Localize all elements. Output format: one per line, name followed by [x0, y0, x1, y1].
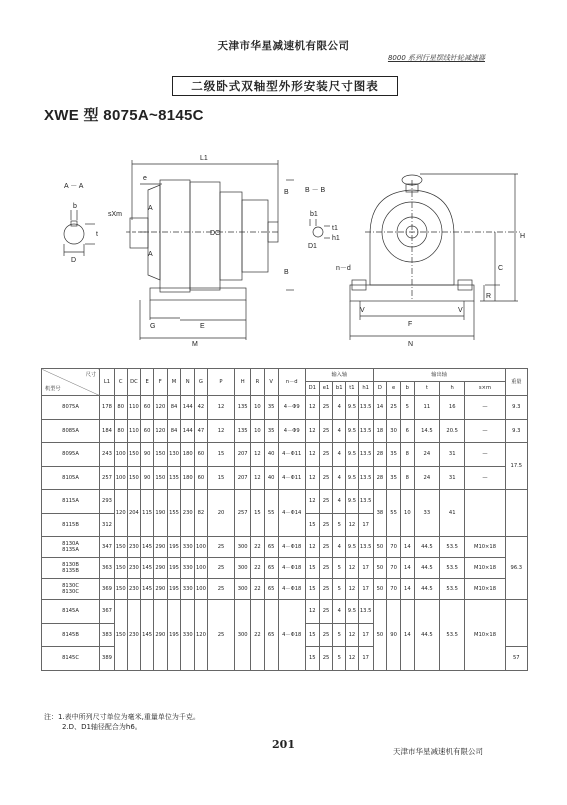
table-row: 8145A 367 150 230 145 290 195 330 120 25 300 22 65 4－Φ18 12 25 4 9.5 13.5 50 90 14 44.5 53.5 M10×18 [42, 600, 528, 624]
note-shaft-fit: 2.D、D1轴径配合为h6。 [62, 723, 142, 731]
label-a-bottom: A [148, 251, 153, 258]
label-t: t [96, 231, 98, 238]
input-shaft-header: 输入轴 [305, 369, 373, 382]
table-row: 8145B 383 15 25 5 12 17 [42, 623, 528, 647]
label-b-arrow: B [284, 189, 289, 196]
label-a-top: A [148, 205, 153, 212]
page-number: 201 [272, 738, 295, 751]
weight-header: 重量 [505, 369, 527, 396]
label-e: e [143, 175, 147, 182]
label-h: H [520, 233, 526, 240]
label-m: M [192, 341, 198, 348]
output-shaft-header: 输出轴 [373, 369, 505, 382]
table-row: 8095A 243 100 150 90 150 130 180 60 15 207 12 40 4－Φ11 12 25 4 9.5 13.5 28 35 8 24 31 — 17.5 [42, 443, 528, 467]
label-l1: L1 [200, 155, 208, 162]
label-d1: D1 [308, 243, 317, 250]
table-row: 8130B 8135B 363 150 230 145 290 195 330 100 25 300 22 65 4－Φ18 15 25 5 12 17 50 70 14 44.5 53.5 M10×18 [42, 558, 528, 579]
table-row: 8075A 178 80 110 60 120 84 144 42 12 135 10 35 4－Φ9 12 25 4 9.5 13.5 14 25 5 11 16 — 9.3 [42, 396, 528, 420]
header-company: 天津市华星减速机有限公司 [217, 40, 350, 52]
table-row: 8130A 8135A 347 150 230 145 290 195 330 100 25 300 22 65 4－Φ18 12 25 4 9.5 13.5 50 70 14 44.5 53.5 M10×18 96.3 [42, 537, 528, 558]
label-e-dim: E [200, 323, 205, 330]
table-row: 8105A 257 100 150 90 150 135 180 60 15 207 12 40 4－Φ11 12 25 4 9.5 13.5 28 35 8 24 31 — [42, 466, 528, 490]
label-r: R [486, 293, 492, 300]
label-c: C [498, 265, 504, 272]
label-dc: DC [210, 230, 221, 237]
table-row: 8130C 8130C 369 150 230 145 290 195 330 100 25 300 22 65 4－Φ18 15 25 5 12 17 50 70 14 44.5 53.5 M10×18 [42, 579, 528, 600]
label-nd: n－d [336, 265, 351, 272]
label-h1: h1 [332, 235, 340, 242]
table-row: 8115B 312 15 25 5 12 17 [42, 513, 528, 537]
label-section-a: A － A [64, 183, 84, 190]
note-units: 注：1.表中所列尺寸单位为毫米,重量单位为千克。 [44, 713, 200, 721]
footer-company: 天津市华星减速机有限公司 [393, 747, 483, 756]
label-b: b [73, 203, 77, 210]
table-row: 8145C 389 15 25 5 12 17 57 [42, 647, 528, 671]
table-row: 8085A 184 80 110 60 120 84 144 47 12 135 10 35 4－Φ9 12 25 4 9.5 13.5 18 30 6 14.5 20.5 — 9.3 [42, 419, 528, 443]
corner-cell: 尺寸 机型号 [42, 369, 100, 396]
label-sxm: sXm [108, 211, 122, 218]
outline-drawing [40, 140, 540, 360]
label-section-b: B － B [305, 187, 326, 194]
label-n: N [408, 341, 414, 348]
label-v-right: V [458, 307, 463, 314]
label-d: D [71, 257, 77, 264]
label-b1: b1 [310, 211, 318, 218]
dimension-table: 尺寸 机型号 L1 C DC E F M N G P H R V n－d 输入轴 输出轴 重量 D1 e1 b1 t1 h1 D e b t h s×m 8075A 178 80 110 60 120 84 144 42 12 135 10 35 4－Φ9 12 25 4 9.5 13.5 14 25 5 11 16 — 9.3 8085A 184 80 110 60 120 84 144 47 12 135 10 35 4－Φ9 12 25 4 9.5 13.5 18 30 6 14.5 20.5 — 9.3 8095A 243 100 150 90 150 130 180 60 15 207 12 40 4－Φ11 12 25 4 9.5 13.5 28 35 8 24 31 — 17.5 8105A 257 100 150 90 150 135 180 60 15 207 12 40 4－Φ11 12 25 4 9.5 13.5 28 35 8 24 31 — 8115A 293 120 204 115 190 155 230 82 20 257 15 55 4－Φ14 12 25 4 9.5 13.5 38 55 10 33 41 8115B 312 15 25 5 12 17 8130A 8135A 347 150 230 145 290 195 330 100 25 300 22 65 4－Φ18 12 25 4 9.5 13.5 50 70 14 44.5 53.5 M10×18 96.3 8130B 8135B 363 150 230 145 290 195 330 100 25 300 22 65 4－Φ18 15 25 5 12 17 50 70 14 44.5 53.5 M10×18 8130C 8130C 369 150 230 145 290 195 330 100 25 300 22 65 4－Φ18 15 25 5 12 17 50 70 14 44.5 53.5 M10×18 8145A 367 150 230 145 290 195 330 120 25 300 22 65 4－Φ18 12 25 4 9.5 13.5 50 90 14 44.5 53.5 M10×18 8145B 383 15 25 5 12 17 8145C 389 15 25 5 12 17 57 [41, 368, 528, 671]
page-title: 二级卧式双轴型外形安装尺寸图表 [172, 76, 398, 96]
label-v-left: V [360, 307, 365, 314]
label-b-arrow2: B [284, 269, 289, 276]
label-f: F [408, 321, 413, 328]
label-t1: t1 [332, 225, 338, 232]
header-series: 8000 系列行星摆线针轮减速器 [387, 54, 485, 62]
table-row: 8115A 293 120 204 115 190 155 230 82 20 257 15 55 4－Φ14 12 25 4 9.5 13.5 38 55 10 33 41 [42, 490, 528, 514]
label-g: G [150, 323, 156, 330]
model-title: XWE 型 8075A~8145C [44, 107, 204, 124]
